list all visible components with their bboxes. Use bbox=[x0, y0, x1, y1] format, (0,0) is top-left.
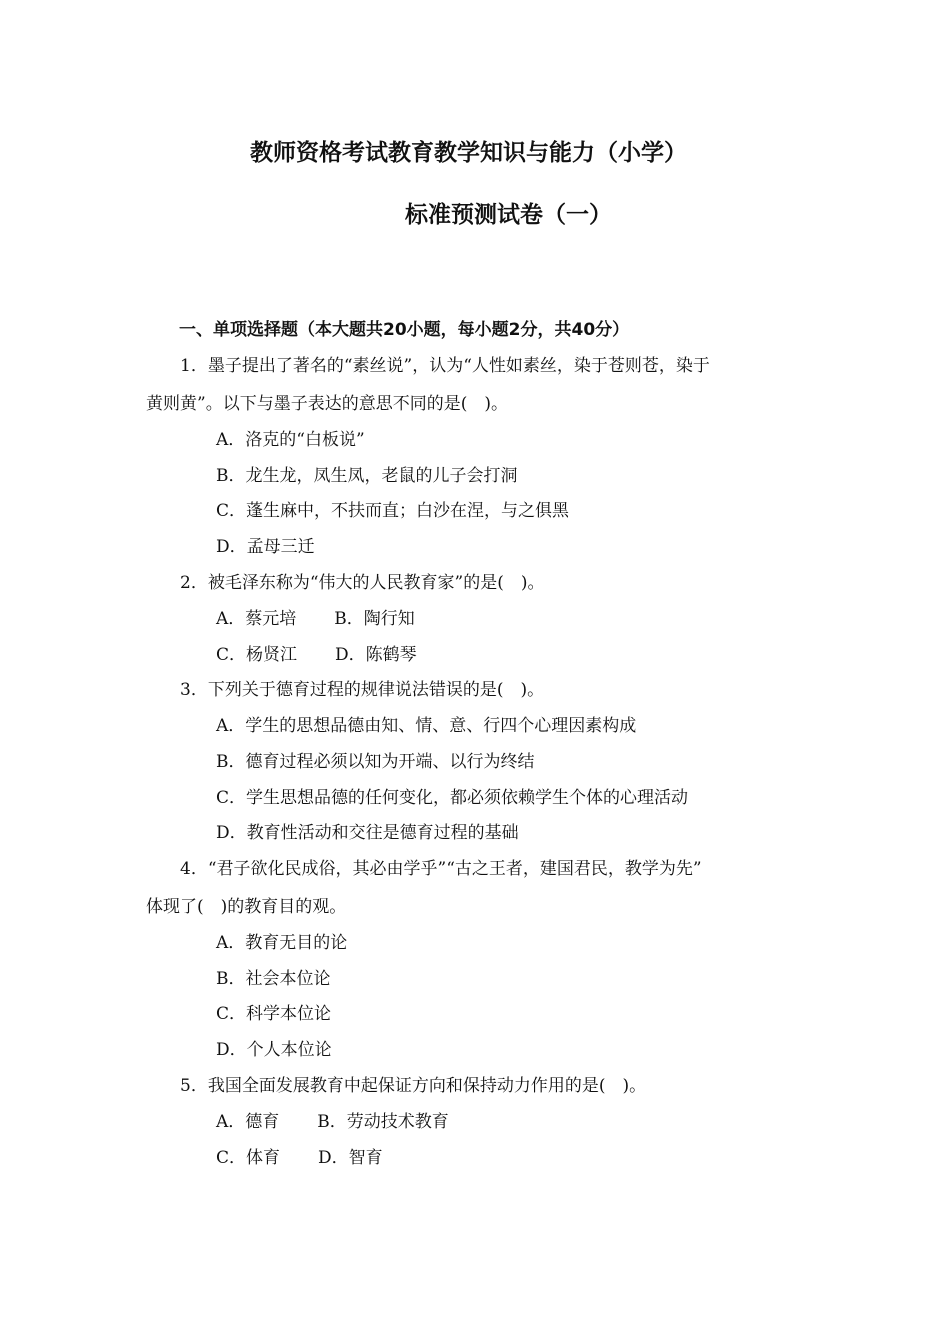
question-4-option-c: C．科学本位论 bbox=[216, 1004, 332, 1024]
question-5-stem: 5．我国全面发展教育中起保证方向和保持动力作用的是( )。 bbox=[180, 1076, 647, 1096]
question-4-stem: 4．“君子欲化民成俗，其必由学乎”“古之王者，建国君民，教学为先” bbox=[180, 859, 702, 879]
question-1-option-d: D．孟母三迁 bbox=[216, 537, 315, 557]
question-5-option-b: B．劳动技术教育 bbox=[317, 1112, 449, 1132]
question-1-option-c: C．蓬生麻中，不扶而直；白沙在涅，与之俱黑 bbox=[216, 501, 570, 521]
question-2-option-d: D．陈鹤琴 bbox=[335, 645, 417, 665]
question-1-option-a: A．洛克的“白板说” bbox=[216, 430, 365, 450]
question-3-option-b: B．德育过程必须以知为开端、以行为终结 bbox=[216, 752, 535, 772]
question-4-option-d: D．个人本位论 bbox=[216, 1040, 332, 1060]
question-3-option-d: D．教育性活动和交往是德育过程的基础 bbox=[216, 823, 519, 843]
question-4-option-b: B．社会本位论 bbox=[216, 969, 331, 989]
question-4-option-a: A．教育无目的论 bbox=[216, 933, 348, 953]
question-2-options-row-1 bbox=[216, 607, 415, 631]
question-2-option-b: B．陶行知 bbox=[334, 609, 415, 629]
question-2-options-row-2 bbox=[216, 643, 417, 667]
question-2-stem: 2．被毛泽东称为“伟大的人民教育家”的是( )。 bbox=[180, 573, 545, 593]
question-2-option-c: C．杨贤江 bbox=[216, 645, 298, 665]
question-3-option-a: A．学生的思想品德由知、情、意、行四个心理因素构成 bbox=[216, 716, 637, 736]
section-heading: 一、单项选择题（本大题共20小题，每小题2分，共40分） bbox=[179, 320, 630, 340]
question-5-options-row-1 bbox=[216, 1110, 449, 1134]
question-1-option-b: B．龙生龙，凤生凤，老鼠的儿子会打洞 bbox=[216, 466, 518, 486]
question-1-stem-continued: 黄则黄”。以下与墨子表达的意思不同的是( )。 bbox=[146, 394, 508, 414]
question-2-option-a: A．蔡元培 bbox=[216, 609, 297, 629]
question-4-stem-continued: 体现了( )的教育目的观。 bbox=[146, 897, 347, 917]
question-5-option-c: C．体育 bbox=[216, 1148, 281, 1168]
question-3-stem: 3．下列关于德育过程的规律说法错误的是( )。 bbox=[180, 680, 545, 700]
question-5-option-d: D．智育 bbox=[318, 1148, 383, 1168]
question-5-option-a: A．德育 bbox=[216, 1112, 280, 1132]
page-title: 教师资格考试教育教学知识与能力（小学） bbox=[250, 140, 687, 166]
question-1-stem: 1．墨子提出了著名的“素丝说”，认为“人性如素丝，染于苍则苍，染于 bbox=[180, 356, 710, 376]
page-subtitle: 标准预测试卷（一） bbox=[405, 202, 612, 228]
question-3-option-c: C．学生思想品德的任何变化，都必须依赖学生个体的心理活动 bbox=[216, 788, 689, 808]
question-5-options-row-2 bbox=[216, 1146, 383, 1170]
